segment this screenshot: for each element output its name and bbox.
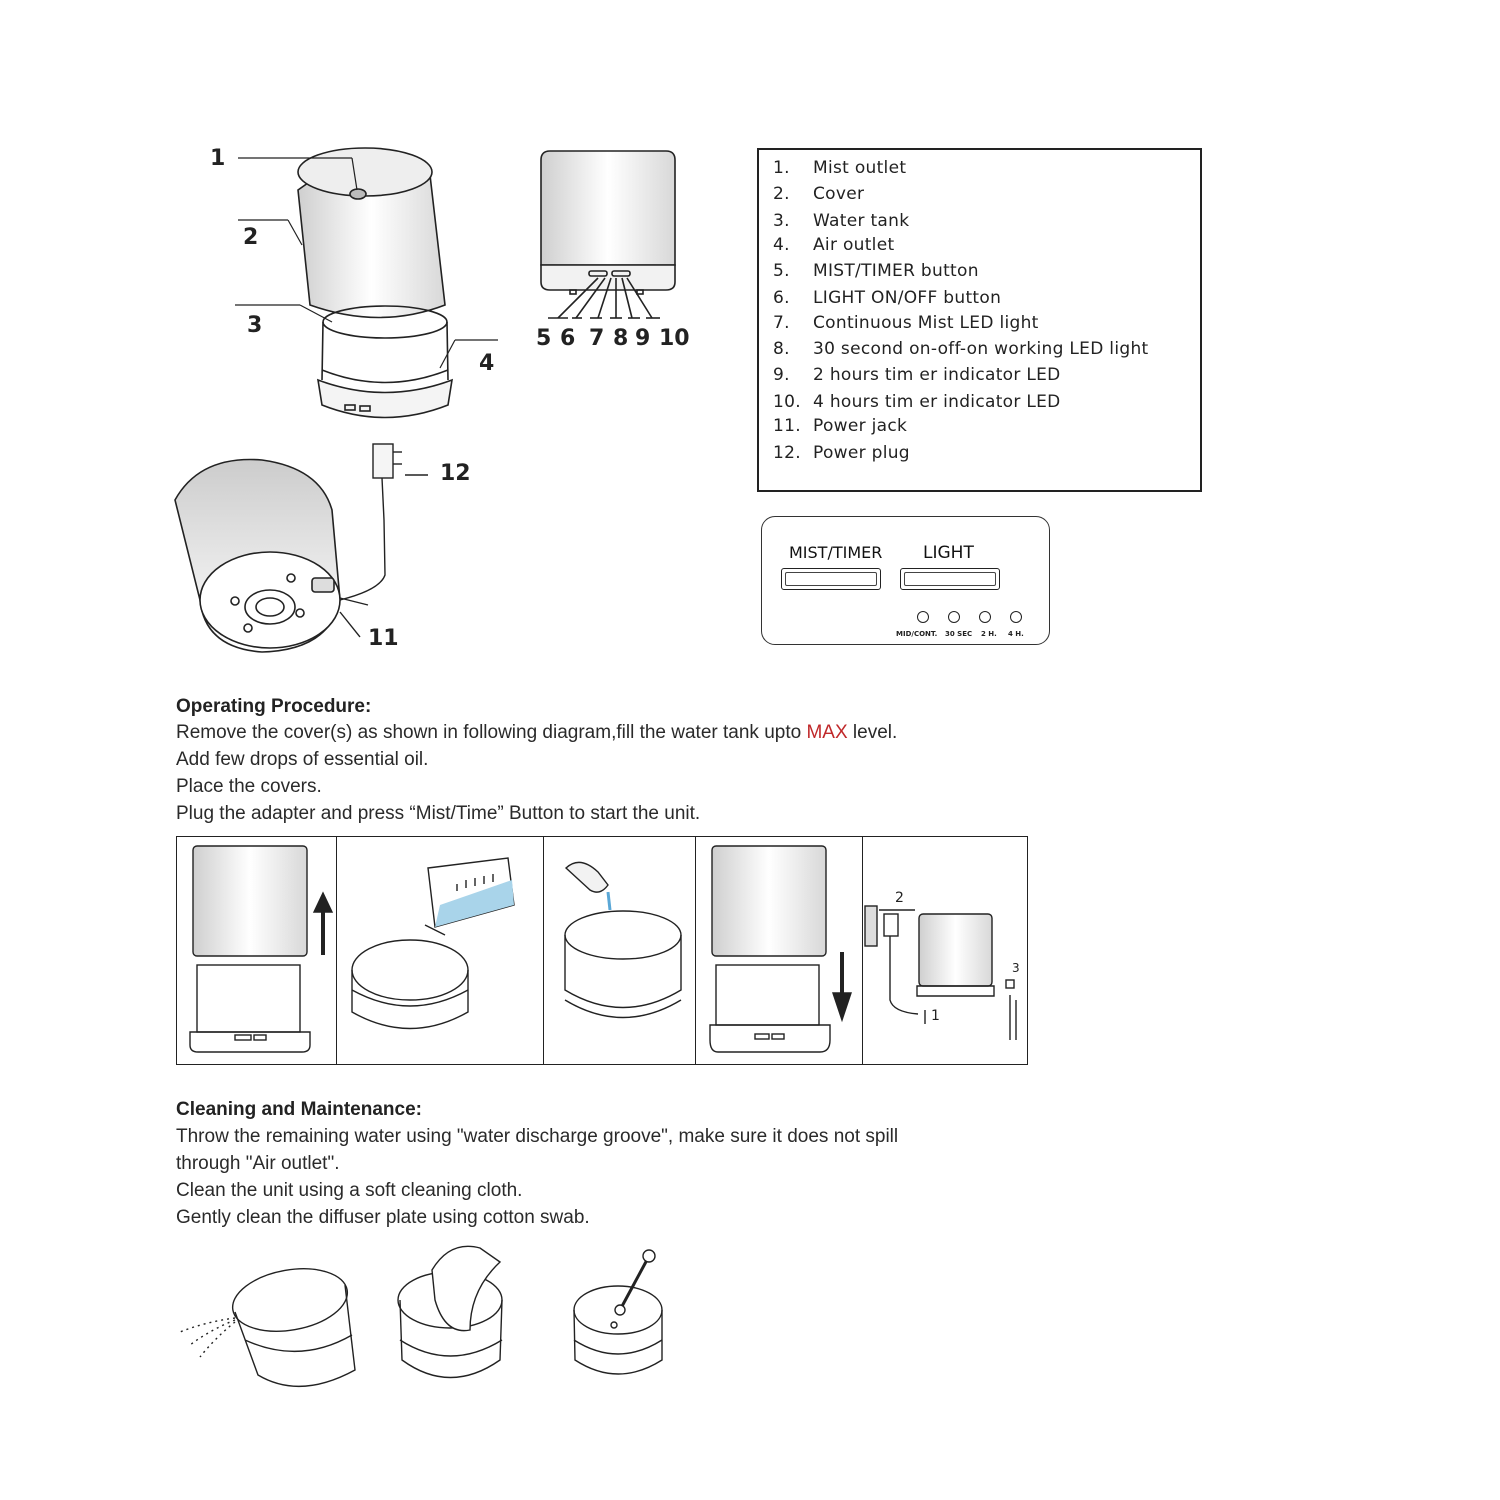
part-row-9: 9. 2 hours tim er indicator LED <box>773 365 1061 385</box>
part-row-11: 11. Power jack <box>773 416 908 436</box>
callout-3: 3 <box>247 313 263 338</box>
step5-label-1: 1 <box>931 1008 940 1024</box>
operating-line-2: Add few drops of essential oil. <box>176 749 429 770</box>
operating-line-1: Remove the cover(s) as shown in following diagram,fill the water tank upto MAX level. <box>176 722 898 743</box>
callout-5: 5 <box>536 326 552 351</box>
callout-2: 2 <box>243 225 259 250</box>
step5-label-2: 2 <box>895 890 904 906</box>
step5-label-3: 3 <box>1012 961 1020 975</box>
callout-1: 1 <box>210 146 226 171</box>
part-row-10: 10. 4 hours tim er indicator LED <box>773 392 1061 412</box>
part-row-3: 3. Water tank <box>773 211 910 231</box>
part-row-6: 6. LIGHT ON/OFF button <box>773 288 1002 308</box>
callout-11: 11 <box>368 626 399 651</box>
cleaning-line-4: Gently clean the diffuser plate using cotton swab. <box>176 1207 590 1228</box>
part-row-12: 12. Power plug <box>773 443 910 463</box>
callout-8: 8 <box>613 326 629 351</box>
operating-line-4: Plug the adapter and press “Mist/Time” Button to start the unit. <box>176 803 701 824</box>
light-label: LIGHT <box>923 543 974 563</box>
part-row-5: 5. MIST/TIMER button <box>773 261 979 281</box>
cleaning-line-2: through "Air outlet". <box>176 1153 340 1174</box>
max-highlight: MAX <box>806 722 848 743</box>
led-label-2h: 2 H. <box>981 630 997 638</box>
callout-4: 4 <box>479 351 495 376</box>
operating-line-3: Place the covers. <box>176 776 322 797</box>
part-row-7: 7. Continuous Mist LED light <box>773 313 1039 333</box>
callout-9: 9 <box>635 326 651 351</box>
callout-12: 12 <box>440 461 471 486</box>
part-row-1: 1. Mist outlet <box>773 158 907 178</box>
part-row-8: 8. 30 second on-off-on working LED light <box>773 339 1149 359</box>
callout-10: 10 <box>659 326 690 351</box>
callout-6: 6 <box>560 326 576 351</box>
led-label-continuous: MID/CONT. <box>896 630 938 638</box>
cleaning-line-3: Clean the unit using a soft cleaning cloth. <box>176 1180 523 1201</box>
operating-procedure-heading: Operating Procedure: <box>176 696 372 717</box>
led-label-30sec: 30 SEC <box>945 630 973 638</box>
led-label-4h: 4 H. <box>1008 630 1024 638</box>
cleaning-heading: Cleaning and Maintenance: <box>176 1099 422 1120</box>
part-row-2: 2. Cover <box>773 184 865 204</box>
cleaning-line-1: Throw the remaining water using "water discharge groove", make sure it does not spill <box>176 1126 899 1147</box>
part-row-4: 4. Air outlet <box>773 235 895 255</box>
callout-7: 7 <box>589 326 605 351</box>
mist-timer-label: MIST/TIMER <box>789 543 883 562</box>
